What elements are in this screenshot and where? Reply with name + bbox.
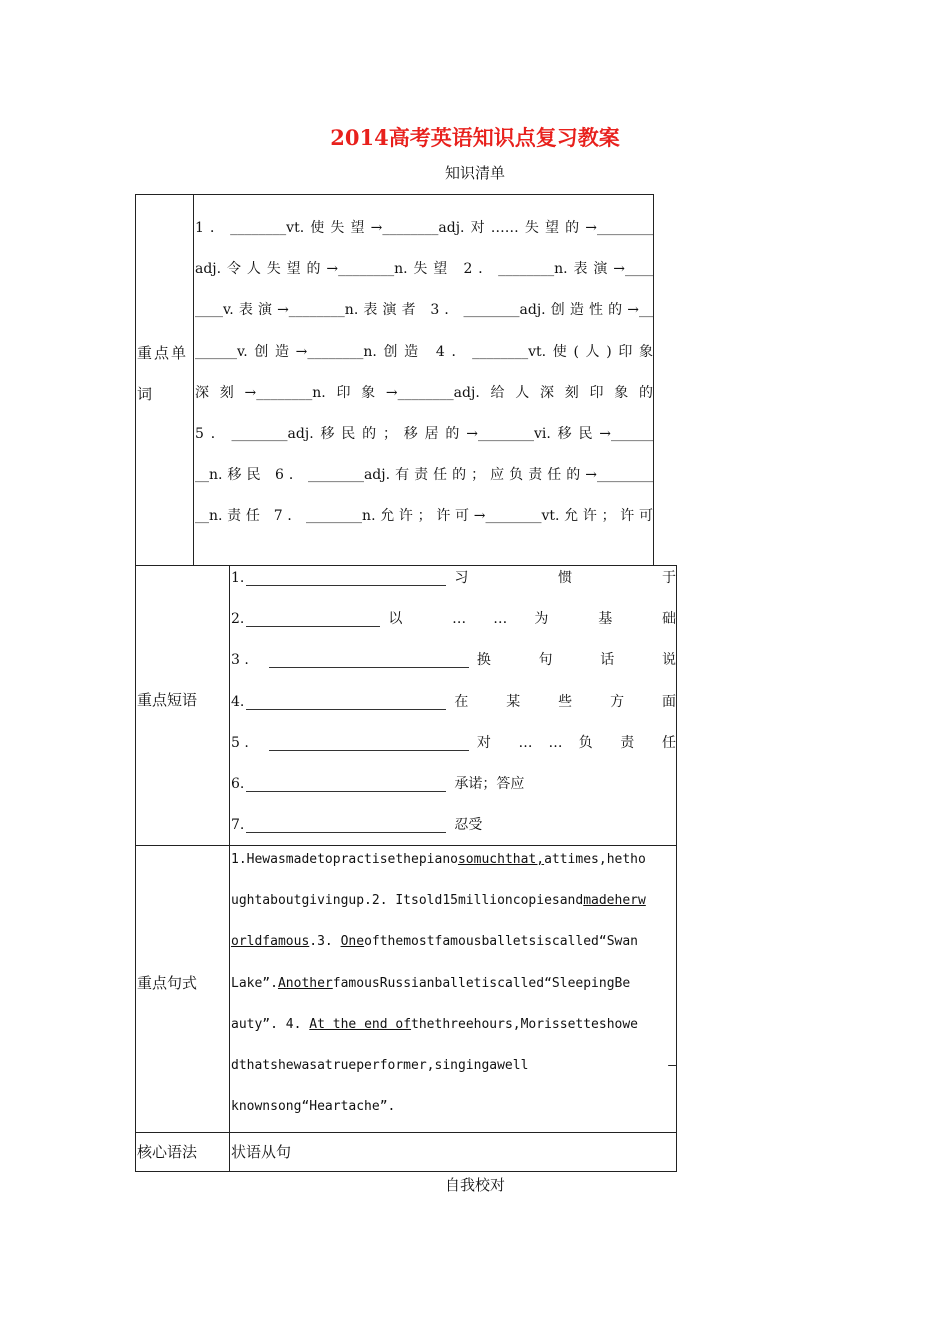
phrase-meaning: 在 某 些 方 面	[454, 693, 676, 710]
words-line: ____v.表演→________n.表演者 3．________adj.创造性的→__	[195, 302, 653, 319]
phrase-item	[231, 764, 676, 805]
phrases-content	[231, 558, 676, 846]
phrase-item	[231, 723, 676, 764]
phrase-blank[interactable]	[246, 571, 446, 586]
words-content	[195, 208, 653, 538]
phrases-label: 重点短语	[137, 691, 198, 709]
document-title: 2014高考英语知识点复习教案	[330, 125, 620, 150]
phrase-meaning: 承诺；答应	[454, 775, 525, 792]
phrase-item	[231, 682, 676, 723]
words-line: adj.令人失望的→________n.失望 2．________n.表演→____	[195, 261, 653, 278]
phrase-number: 4.	[231, 693, 245, 710]
phrase-item	[231, 558, 676, 599]
phrase-number: 6.	[231, 775, 245, 792]
words-line: __n.责任 7．________n.允许；许可→________vt.允许；许可	[195, 508, 653, 525]
words-label: 重点单词	[137, 344, 189, 403]
phrase-number: 2.	[231, 611, 245, 628]
phrase-blank[interactable]	[246, 777, 446, 792]
phrase-meaning: 习 惯 于	[454, 570, 676, 586]
phrase-meaning: 对 … … 负 责 任	[476, 734, 676, 751]
row-divider-2	[135, 1132, 677, 1133]
words-divider	[193, 194, 194, 566]
phrase-number: 5 .	[231, 734, 249, 751]
words-line: 1．________vt.使失望→________adj.对……失望的→________	[195, 220, 653, 236]
phrase-item	[231, 640, 676, 681]
grammar-value: 状语从句	[231, 1143, 292, 1161]
phrase-blank[interactable]	[269, 736, 469, 751]
grammar-label: 核心语法	[137, 1143, 198, 1161]
words-line: __n.移民 6．________adj.有责任的；应负责任的→________	[195, 467, 653, 484]
footer-heading: 自我校对	[444, 1176, 505, 1194]
phrase-meaning: 换 句 话 说	[476, 652, 676, 669]
phrase-blank[interactable]	[246, 695, 446, 710]
words-line: 5．________adj.移民的；移居的→________vi.移民→______	[195, 425, 653, 442]
phrase-number: 1.	[231, 570, 245, 586]
phrase-blank[interactable]	[246, 612, 380, 627]
phrase-meaning: 忍受	[454, 817, 483, 834]
phrase-number: 7.	[231, 817, 245, 834]
main-divider	[229, 565, 230, 1172]
phrase-item	[231, 599, 676, 640]
phrase-blank[interactable]	[246, 818, 446, 833]
words-line: ______v.创造→________n.创造 4．________vt.使(人)印象	[195, 343, 653, 360]
sentences-content: 1.Hewasmadetopractisethepianosomuchthat,attimes,hetho ughtaboutgivingup.2. Itsold15millioncopiesandmadeherw orldfamous.3. Oneofthemostfamousballetsiscalled“Swan Lake”.AnotherfamousRussianballetiscalled“SleepingBe auty”. 4. At the end ofthethreehours,Morissetteshowe dthatshewasatrueperformer,singingawell — knownsong“Heartache”.	[231, 852, 676, 1115]
sentences-label: 重点句式	[137, 974, 198, 992]
section-subtitle: 知识清单	[444, 164, 505, 182]
phrase-blank[interactable]	[269, 653, 469, 668]
phrase-number: 3 .	[231, 652, 249, 669]
words-line: 深刻→________n.印象→________adj.给人深刻印象的	[195, 384, 653, 401]
phrase-meaning: 以 … … 为 基 础	[388, 611, 676, 628]
